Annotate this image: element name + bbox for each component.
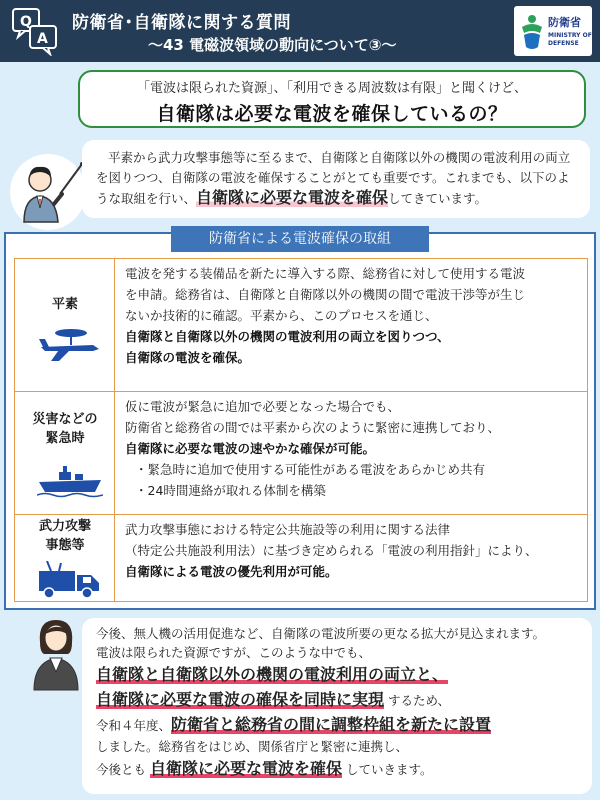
emblem-icon: [518, 11, 546, 51]
qa-icon: [10, 6, 60, 56]
mod-logo: [514, 6, 592, 56]
row-label-line: 平素: [51, 297, 78, 312]
intro-text-2: してきています。: [388, 191, 488, 206]
closing-after-big2: するため、: [388, 693, 451, 708]
intro-text-box: [82, 140, 590, 218]
logo-jp-text: 防衛省: [548, 16, 581, 29]
row-bold-line: 自衛隊に必要な電波の速やかな確保が可能。: [125, 441, 376, 456]
row-label-line: 武力攻撃: [38, 519, 91, 534]
question-bubble: [78, 70, 586, 128]
closing-big1: 自衛隊と自衛隊以外の機関の電波利用の両立と、: [96, 665, 449, 684]
row-label: [15, 295, 115, 314]
logo-en-line1: MINISTRY OF: [548, 32, 592, 39]
row-armed-attack: [14, 514, 588, 602]
row-bold-line: 自衛隊の電波を確保。: [125, 350, 251, 365]
question-line2: 自衛隊は必要な電波を確保しているの？: [156, 103, 508, 125]
closing-pre-big4: 今後とも: [96, 762, 147, 777]
row-label-line: 事態等: [45, 538, 85, 553]
row-content: [125, 519, 579, 582]
row-normal-times: [14, 258, 588, 392]
row-text-line: 防衛省と総務省の間では平素から次のように緊密に連携しており、: [125, 420, 501, 435]
ship-icon: [37, 462, 103, 498]
closing-text-box: [82, 618, 592, 794]
row-text-line: 電波を発する装備品を新たに導入する際、総務省に対して使用する電波: [125, 266, 526, 281]
qa-a-letter: A: [37, 31, 48, 47]
row-bold-line: 自衛隊による電波の優先利用が可能。: [125, 564, 338, 579]
section-title: 防衛省による電波確保の取組: [171, 226, 429, 252]
row-text-line: を申請。総務省は、自衛隊と自衛隊以外の機関の間で電波干渉等が生じ: [125, 287, 526, 302]
page-subtitle: 〜43 電磁波領域の動向について③〜: [148, 36, 397, 54]
closing-pre-big3: 令和４年度、: [96, 718, 172, 733]
row-bullet: ・緊急時に追加で使用する可能性がある電波をあらかじめ共有: [135, 462, 486, 477]
header: [0, 0, 600, 62]
question-line1: 「電波は限られた資源」、「利用できる周波数は有限」と聞くけど、: [136, 81, 527, 96]
row-text-line: 武力攻撃事態における特定公共施設等の利用に関する法律: [125, 522, 451, 537]
row-text-line: 仮に電波が緊急に追加で必要となった場合でも、: [125, 399, 401, 414]
row-content: [125, 396, 579, 501]
closing-after-big4: していきます。: [346, 762, 433, 777]
woman-icon: [26, 612, 86, 692]
closing-p3: しました。総務省をはじめ、関係省庁と緊密に連携し、: [96, 739, 409, 754]
aircraft-icon: [37, 323, 101, 363]
closing-p1: 今後、無人機の活用促進など、自衛隊の電波所要の更なる拡大が見込まれます。: [96, 626, 546, 641]
row-content: [125, 263, 579, 368]
intro-highlight: 自衛隊に必要な電波を確保: [196, 188, 389, 207]
truck-icon: [37, 561, 101, 599]
logo-en-text: [548, 32, 592, 48]
closing-p2: 電波は限られた資源ですが、このような中でも、: [96, 645, 372, 660]
row-bullet: ・24時間連絡が取れる体制を構築: [135, 483, 326, 498]
closing-big3: 防衛省と総務省の間に調整枠組を新たに設置: [171, 715, 492, 734]
intro-text-1: 平素から武力攻撃事態等に至るまで、自衛隊と自衛隊以外の機関の電波利用の両立を図りつつ、自衛隊の電波を確保することがとても重要です。これまでも、以下のような取組を行い、: [96, 150, 571, 206]
row-label: [15, 410, 115, 448]
row-emergency: [14, 391, 588, 515]
closing-big2: 自衛隊に必要な電波の確保を同時に実現: [96, 690, 385, 709]
row-text-line: （特定公共施設利用法）に基づき定められる「電波の利用指針」により、: [125, 543, 538, 558]
page-title: 防衛省･自衛隊に関する質問: [72, 13, 291, 33]
qa-q-letter: Q: [20, 14, 32, 30]
row-label-line: 災害などの: [32, 412, 98, 427]
teacher-icon: [6, 150, 90, 234]
logo-en-line2: DEFENSE: [548, 40, 579, 47]
row-label: [15, 517, 115, 555]
closing-big4: 自衛隊に必要な電波を確保: [150, 759, 343, 778]
row-bold-line: 自衛隊と自衛隊以外の機関の電波利用の両立を図りつつ、: [125, 329, 450, 344]
row-label-line: 緊急時: [45, 431, 85, 446]
row-text-line: ないか技術的に確認。平素から、このプロセスを通じ、: [125, 308, 438, 323]
